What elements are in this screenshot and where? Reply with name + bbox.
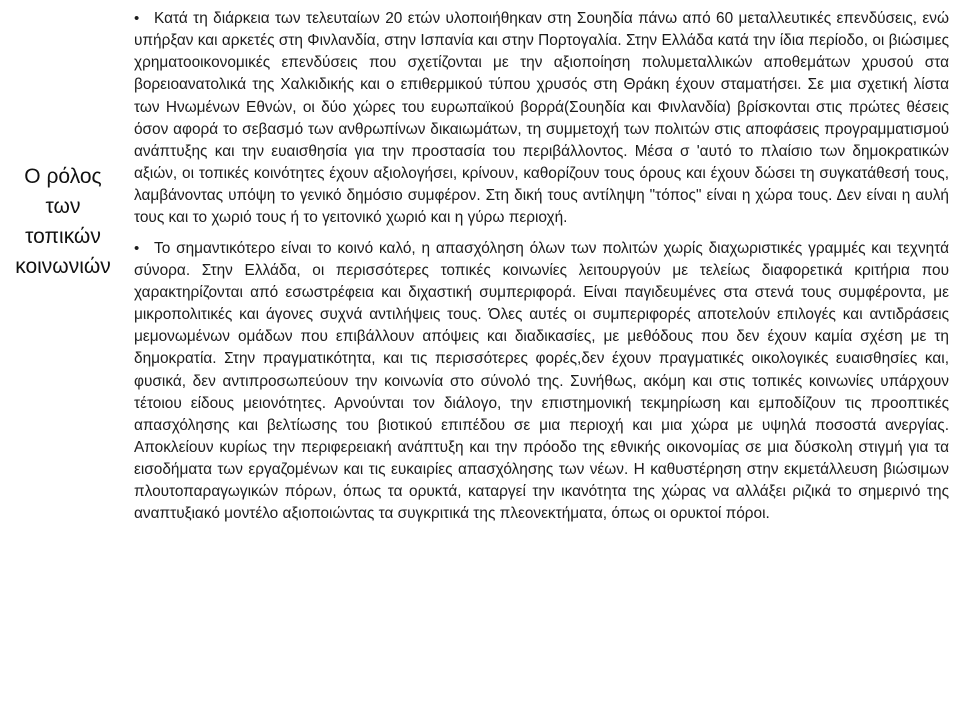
bullet-text: Κατά τη διάρκεια των τελευταίων 20 ετών υλοποιήθηκαν στη Σουηδία πάνω από 60 μεταλλευτικές επενδύσεις, ενώ υπήρξαν και αρκετές στη Φινλανδία, στην Ισπανία και στην Πορτογαλία. Στην Ελλάδα κατά την ίδια περίοδο, οι βιώσιμες χρηματοοικονομικές επενδύσεις που σχετίζονται με την αξιοποίηση πολυμεταλλικών αποθεμάτων χρυσού στα βορειοανατολικά της Χαλκιδικής και ο επιθερμικού τύπου χρυσός στη Θράκη έχουν σταματήσει. Σε μια σχετική λίστα των Ηνωμένων Εθνών, οι δύο χώρες του ευρωπαϊκού βορρά(Σουηδία και Φινλανδία) βρίσκονται στις πρώτες θέσεις όσον αφορά το σεβασμό των ανθρωπίνων δικαιωμάτων, τη συμμετοχή των πολιτών στις αποφάσεις προγραμματισμού ανάπτυξης και την ευαισθησία για την προστασία του περιβάλλοντος. Μέσα σ 'αυτό το πλαίσιο των δημοκρατικών αξιών, οι τοπικές κοινότητες έχουν αξιολογήσει, κρίνουν, καθορίζουν τους όρους και έχουν δώσει τη συγκατάθεσή τους, λαμβάνοντας υπόψη το γενικό δημόσιο συμφέρον. Στη δική τους αντίληψη "τόπος" είναι η χώρα τους. Δεν είναι η αυλή τους και το χωριό τους ή το γειτονικό χωριό και η γύρω περιοχή.	[134, 10, 949, 227]
bullet-paragraph	[134, 8, 949, 230]
slide-title-line: τοπικών	[25, 225, 101, 248]
slide-title-line: Ο ρόλος	[24, 165, 102, 188]
bullet-marker: •	[134, 239, 140, 257]
bullet-paragraph	[134, 238, 949, 526]
slide-title	[0, 162, 126, 282]
bullet-marker: •	[134, 10, 140, 27]
slide-body	[134, 8, 949, 534]
bullet-text: Το σημαντικότερο είναι το κοινό καλό, η απασχόληση όλων των πολιτών χωρίς διαχωριστικές γραμμές και τεχνητά σύνορα. Στην Ελλάδα, οι περισσότερες τοπικές κοινωνίες λειτουργούν με τελείως διαφορετικά κριτήρια που χαρακτηρίζονται από εσωστρέφεια και διχαστική συμπεριφορά. Είναι παγιδευμένες στα στενά τους συμφέροντα, με μικροπολιτικές και άγονες συχνά αντιλήψεις τους. Όλες αυτές οι συμπεριφορές αποτελούν επιλογές και αντιδράσεις μεμονωμένων ομάδων που επιβάλλουν απόψεις και διαδικασίες, με μεθόδους που δεν έχουν καμία σχέση με τη δημοκρατία. Στην πραγματικότητα, και τις περισσότερες φορές,δεν έχουν πραγματικές οικολογικές ευαισθησίες και, φυσικά, δεν αντιπροσωπεύουν την κοινωνία στο σύνολό της. Συνήθως, ακόμη και στις τοπικές κοινωνίες υπάρχουν τέτοιου είδους μειονότητες. Αρνούνται τον διάλογο, την επιστημονική τεκμηρίωση και εμποδίζουν τις προοπτικές απασχόλησης και βελτίωσης του βιοτικού επιπέδου σε μια περιοχή και μια χώρα με υψηλά ποσοστά ανεργίας. Αποκλείουν κυρίως την περιφερειακή ανάπτυξη και την πρόοδο της εθνικής οικονομίας σε μια δύσκολη στιγμή για τα εισοδήματα των εργαζομένων και τις ευκαιρίες απασχόλησης των νέων. Η καθυστέρηση στην εκμετάλλευση βιώσιμων πλουτοπαραγωγικών πόρων, όπως τα ορυκτά, καταργεί την ικανότητα της χώρας να αλλάξει ριζικά το σημερινό της αναπτυξιακό μοντέλο αξιοποιώντας τα συγκριτικά της πλεονεκτήματα, όπως οι ορυκτοί πόροι.	[134, 239, 949, 523]
slide-title-line: κοινωνιών	[15, 255, 111, 278]
slide-title-line: των	[45, 195, 81, 218]
